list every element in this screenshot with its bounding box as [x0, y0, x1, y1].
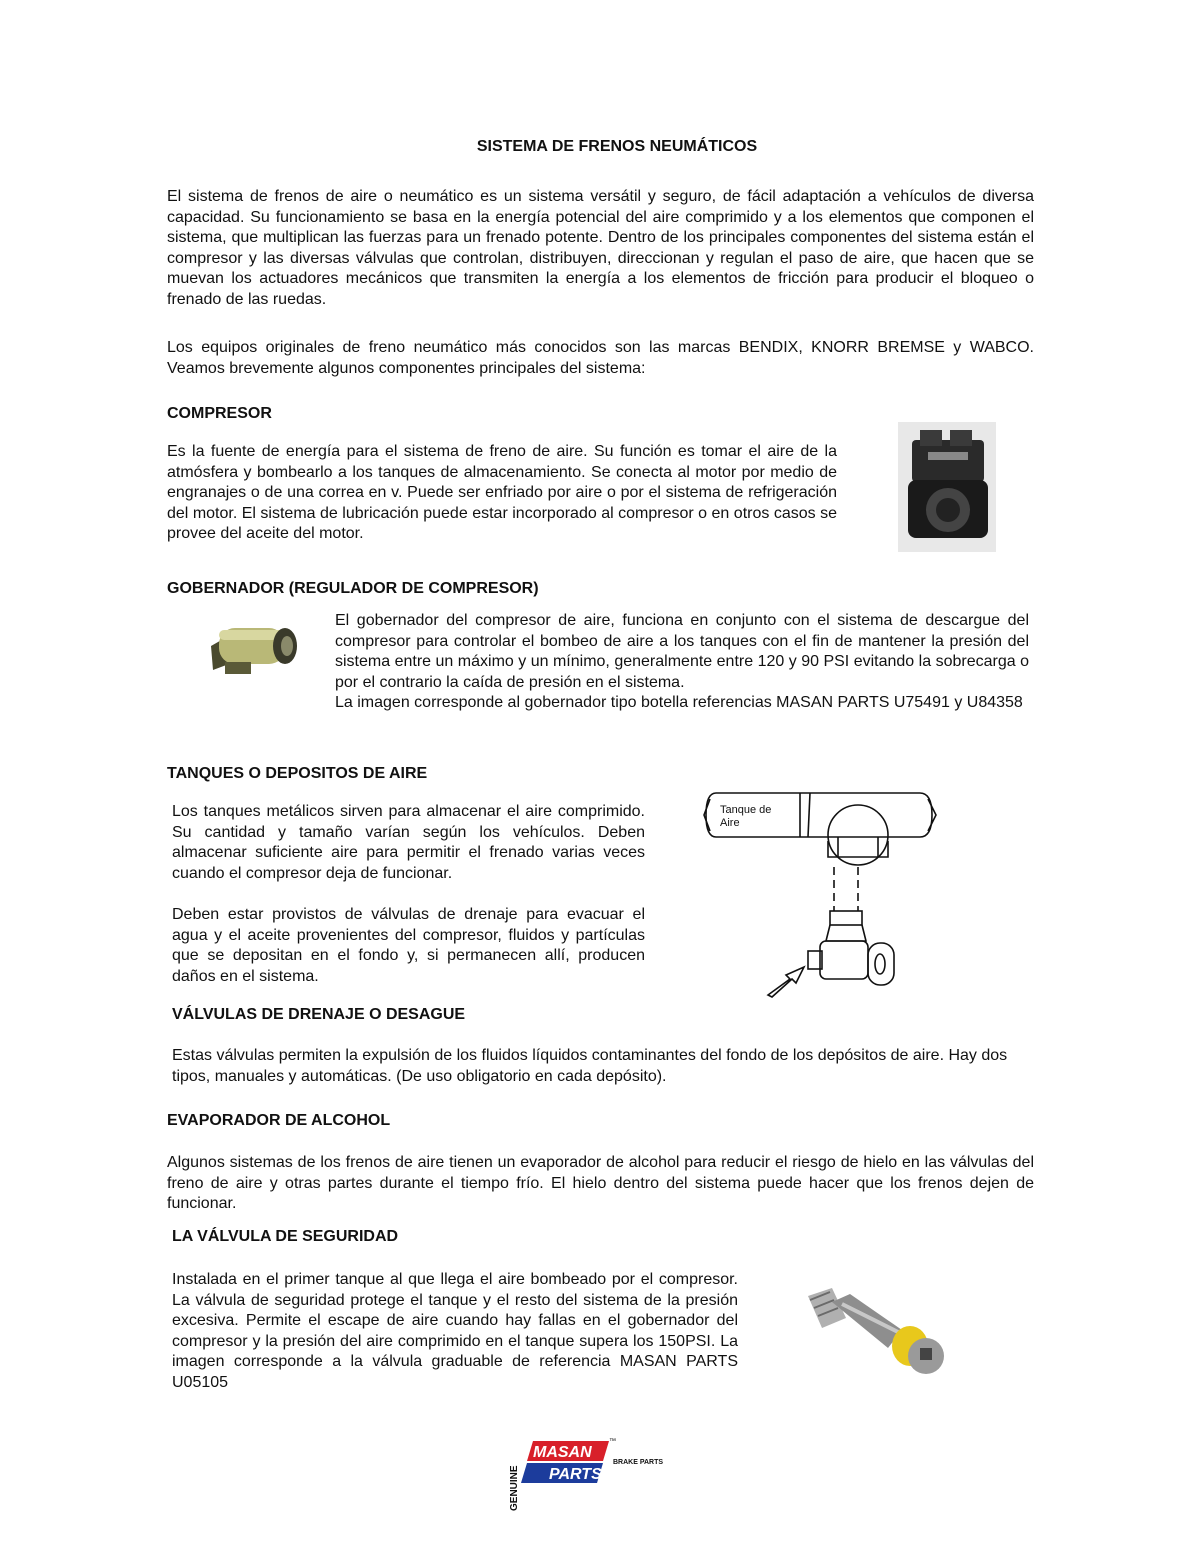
brands-paragraph: Los equipos originales de freno neumático más conocidos son las marcas BENDIX, KNORR BREMSE y WABCO. Veamos brevemente algunos componentes principales del sistema: — [167, 339, 1034, 377]
masan-parts-logo — [505, 1435, 685, 1515]
seguridad-paragraph: Instalada en el primer tanque al que llega el aire bombeado por el compresor. La válvula de seguridad protege el tanque y el resto del sistema de la presión excesiva. Permite el escape de aire cuando hay fallas en el gobernador del compresor y la presión del aire comprimido en el tanque supera los 150PSI. La imagen corresponde a la válvula graduable de referencia MASAN PARTS U05105 — [172, 1271, 738, 1391]
seguridad-heading: LA VÁLVULA DE SEGURIDAD — [172, 1228, 399, 1245]
logo-parts: PARTS — [549, 1466, 602, 1483]
tanques-heading: TANQUES O DEPOSITOS DE AIRE — [167, 765, 428, 782]
compresor-paragraph: Es la fuente de energía para el sistema de freno de aire. Su función es tomar el aire de la atmósfera y bombearlo a los tanques de almacenamiento. Se conecta al motor por medio de engranajes o de una correa en v. Puede ser enfriado por aire o por el sistema de refrigeración del motor. El sistema de lubricación puede estar incorporado al compresor o en otros casos se provee del aceite del motor. — [167, 443, 837, 543]
logo-tagline: BRAKE PARTS — [613, 1459, 664, 1466]
tank-drain-diagram — [700, 775, 940, 1000]
tanques-paragraph-2: Deben estar provistos de válvulas de drenaje para evacuar el agua y el aceite provenientes del compresor, fluidos y partículas que se depositan en el fondo y, si permanecen allí, producen daños en el sistema. — [172, 906, 645, 985]
gobernador-paragraph-2: La imagen corresponde al gobernador tipo botella referencias MASAN PARTS U75491 y U84358 — [335, 694, 1023, 711]
gobernador-heading: GOBERNADOR (REGULADOR DE COMPRESOR) — [167, 580, 539, 597]
logo-masan: MASAN — [533, 1444, 592, 1461]
intro-paragraph: El sistema de frenos de aire o neumático es un sistema versátil y seguro, de fácil adaptación a vehículos de diversa capacidad. Su funcionamiento se basa en la energía potencial del aire comprimido y a los elementos que componen el sistema, que multiplican las fuerzas para un frenado potente. Dentro de los principales componentes del sistema están el compresor y las diversas válvulas que controlan, distribuyen, direccionan y regulan el paso de aire, que hacen que se muevan los actuadores mecánicos que transmiten la energía a los elementos de fricción para producir el bloqueo o frenado de las ruedas. — [167, 188, 1034, 308]
tank-label-1: Tanque de — [720, 804, 772, 816]
tank-label-2: Aire — [720, 817, 740, 829]
evaporador-heading: EVAPORADOR DE ALCOHOL — [167, 1112, 391, 1129]
logo-genuine: GENUINE — [509, 1465, 520, 1511]
evaporador-paragraph: Algunos sistemas de los frenos de aire tienen un evaporador de alcohol para reducir el riesgo de hielo en las válvulas del freno de aire y otras partes durante el tiempo frío. El hielo dentro del sistema puede hacer que los frenos dejen de funcionar. — [167, 1154, 1034, 1213]
drenaje-heading: VÁLVULAS DE DRENAJE O DESAGUE — [172, 1006, 466, 1023]
tanques-paragraph: Los tanques metálicos sirven para almacenar el aire comprimido. Su cantidad y tamaño varían según los vehículos. Deben almacenar suficiente aire para permitir el frenado varias veces cuando el compresor deja de funcionar. — [172, 803, 645, 882]
safety-valve-image — [802, 1284, 952, 1384]
gobernador-image — [205, 608, 303, 682]
gobernador-paragraph: El gobernador del compresor de aire, funciona en conjunto con el sistema de descargue del compresor para controlar el bombeo de aire a los tanques con el fin de mantener la presión del sistema entre un máximo y un mínimo, generalmente entre 120 y 90 PSI evitando la sobrecarga o por el contrario la caída de presión en el sistema. — [335, 612, 1029, 691]
drenaje-paragraph: Estas válvulas permiten la expulsión de los fluidos líquidos contaminantes del fondo de los depósitos de aire. Hay dos tipos, manuales y automáticas. (De uso obligatorio en cada depósito). — [172, 1047, 1008, 1085]
compresor-heading: COMPRESOR — [167, 405, 272, 422]
compresor-image — [898, 422, 996, 552]
logo-tm: ™ — [609, 1438, 616, 1445]
page-title: SISTEMA DE FRENOS NEUMÁTICOS — [476, 138, 758, 155]
